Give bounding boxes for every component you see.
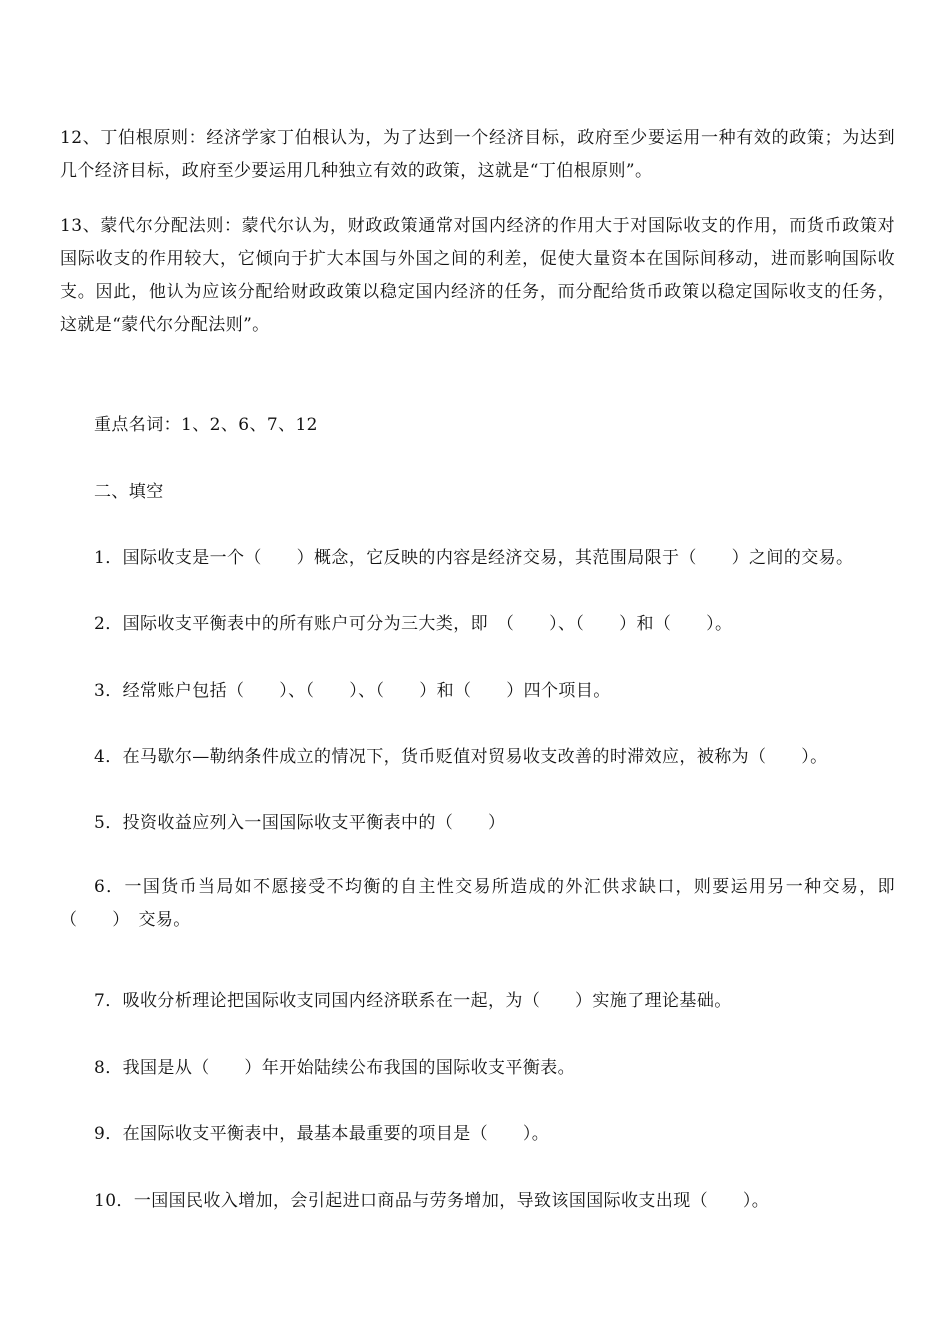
question-7: 7．吸收分析理论把国际收支同国内经济联系在一起，为（ ）实施了理论基础。 xyxy=(94,991,732,1011)
definition-12: 12、丁伯根原则：经济学家丁伯根认为，为了达到一个经济目标，政府至少要运用一种有效的政策；为达到几个经济目标，政府至少要运用几种独立有效的政策，这就是“丁伯根原则”。 xyxy=(60,128,895,181)
definition-13: 13、蒙代尔分配法则：蒙代尔认为，财政政策通常对国内经济的作用大于对国际收支的作用，而货币政策对国际收支的作用较大，它倾向于扩大本国与外国之间的利差，促使大量资本在国际间移动，进而影响国际收支。因此，他认为应该分配给财政政策以稳定国内经济的任务，而分配给货币政策以稳定国际收支的任务，这就是“蒙代尔分配法则”。 xyxy=(60,216,895,335)
question-8: 8．我国是从（ ）年开始陆续公布我国的国际收支平衡表。 xyxy=(94,1058,576,1078)
question-9: 9．在国际收支平衡表中，最基本最重要的项目是（ ）。 xyxy=(94,1124,550,1144)
question-2: 2．国际收支平衡表中的所有账户可分为三大类，即 （ ）、（ ）和（ ）。 xyxy=(94,614,733,634)
question-6: 6．一国货币当局如不愿接受不均衡的自主性交易所造成的外汇供求缺口，则要运用另一种交易，即（ ） 交易。 xyxy=(60,877,895,930)
question-10: 10．一国国民收入增加，会引起进口商品与劳务增加，导致该国国际收支出现（ ）。 xyxy=(94,1191,770,1211)
key-terms: 重点名词：1、2、6、7、12 xyxy=(94,415,318,435)
question-1: 1．国际收支是一个（ ）概念，它反映的内容是经济交易，其范围局限于（ ）之间的交易。 xyxy=(94,548,854,568)
question-4: 4．在马歇尔—勒纳条件成立的情况下，货币贬值对贸易收支改善的时滞效应，被称为（ ）。 xyxy=(94,747,828,767)
question-3: 3．经常账户包括（ ）、（ ）、（ ）和（ ）四个项目。 xyxy=(94,681,611,701)
question-5: 5．投资收益应列入一国国际收支平衡表中的（ ） xyxy=(94,813,506,833)
section-title-fill-blank: 二、填空 xyxy=(94,482,164,502)
